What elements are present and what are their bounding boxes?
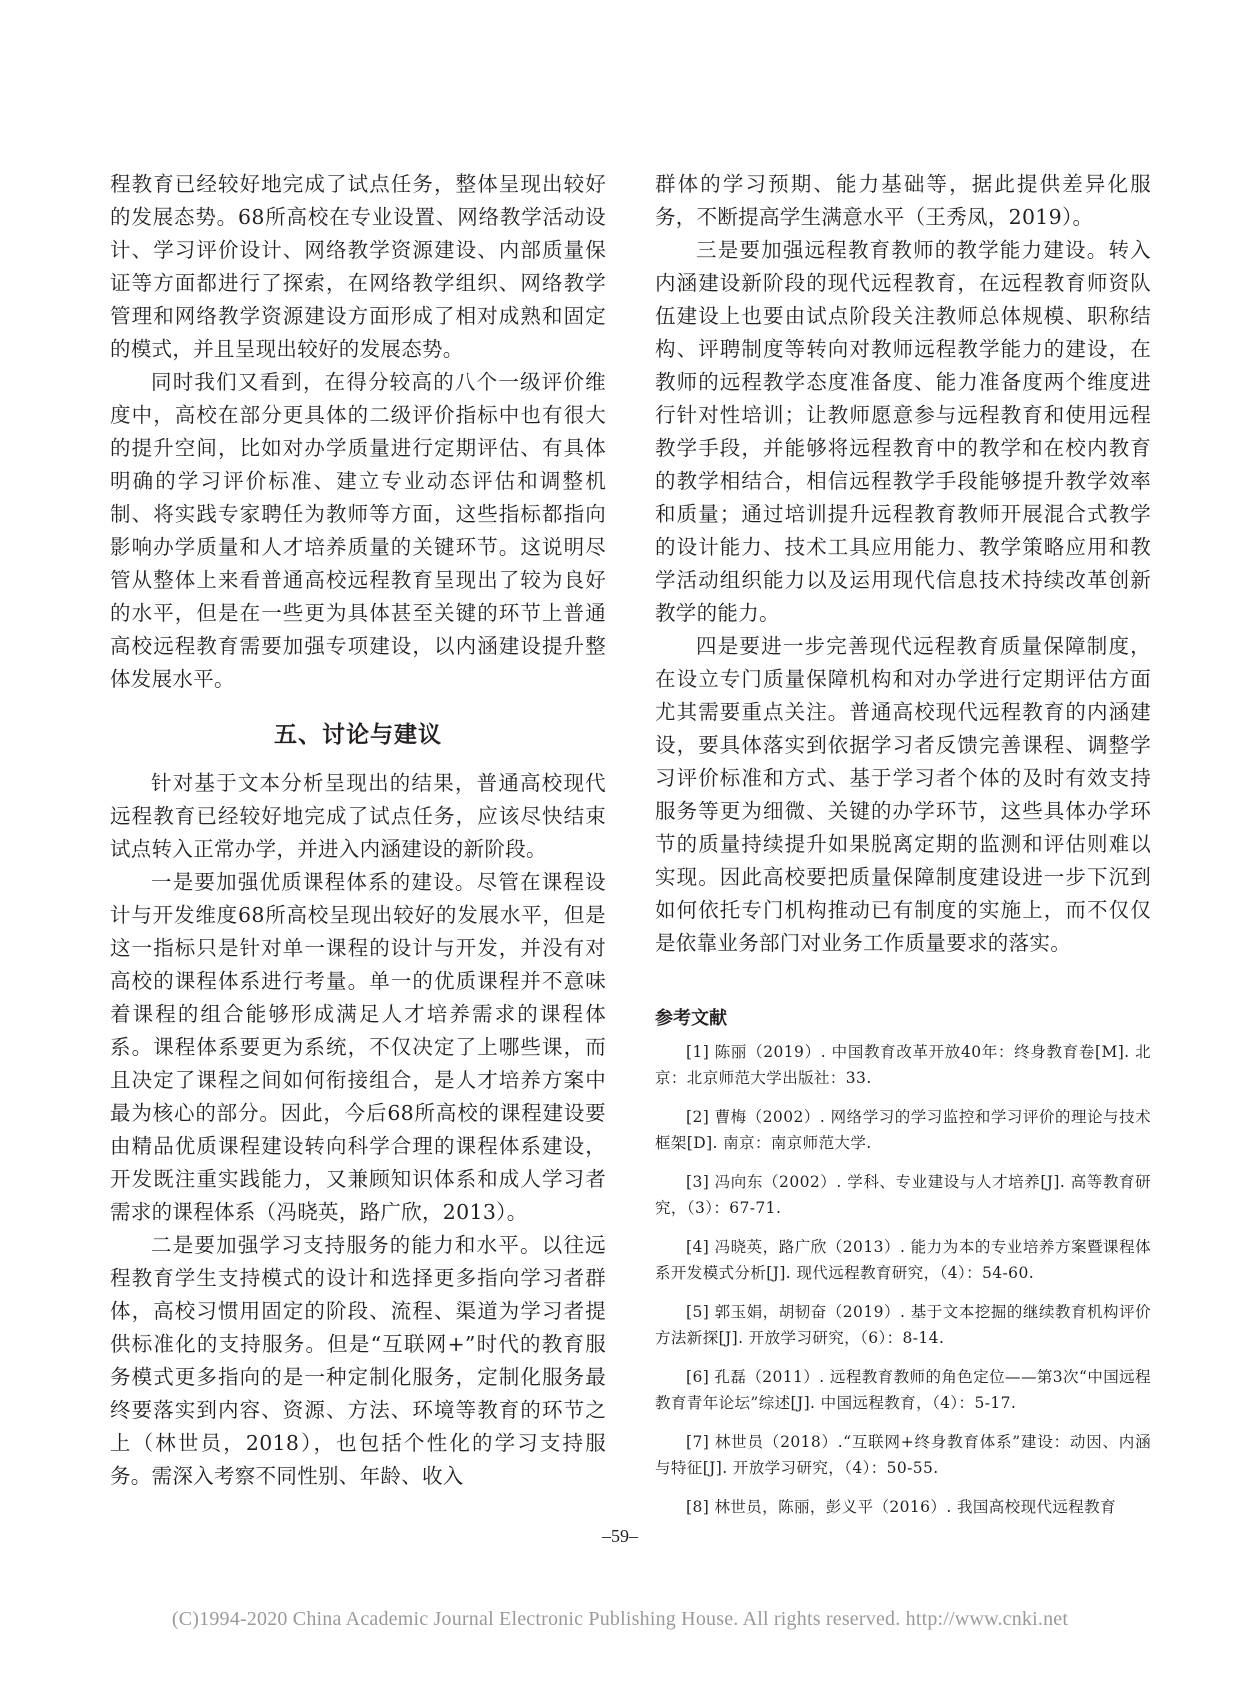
reference-item: [5] 郭玉娟，胡韧奋（2019）. 基于文本挖掘的继续教育机构评价方法新探[J]. 开放学习研究，（6）：8-14.	[655, 1303, 1151, 1347]
left-column	[110, 168, 606, 1493]
body-paragraph: 四是要进一步完善现代远程教育质量保障制度，在设立专门质量保障机构和对办学进行定期评估方面尤其需要重点关注。普通高校现代远程教育的内涵建设，要具体落实到依据学习者反馈完善课程、调整学习评价标准和方式、基于学习者个体的及时有效支持服务等更为细微、关键的办学环节，这些具体办学环节的质量持续提升如果脱离定期的监测和评估则难以实现。因此高校要把质量保障制度建设进一步下沉到如何依托专门机构推动已有制度的实施上，而不仅仅是依靠业务部门对业务工作质量要求的落实。	[655, 634, 1151, 955]
body-paragraph: 针对基于文本分析呈现出的结果，普通高校现代远程教育已经较好地完成了试点任务，应该尽快结束试点转入正常办学，并进入内涵建设的新阶段。	[110, 771, 606, 861]
references-list	[655, 1040, 1151, 1521]
body-paragraph: 三是要加强远程教育教师的教学能力建设。转入内涵建设新阶段的现代远程教育，在远程教育师资队伍建设上也要由试点阶段关注教师总体规模、职称结构、评聘制度等转向对教师远程教学能力的建设，在教师的远程教学态度准备度、能力准备度两个维度进行针对性培训；让教师愿意参与远程教育和使用远程教学手段，并能够将远程教育中的教学和在校内教育的教学相结合，相信远程教学手段能够提升教学效率和质量；通过培训提升远程教育教师开展混合式教学的设计能力、技术工具应用能力、教学策略应用和教学活动组织能力以及运用现代信息技术持续改革创新教学的能力。	[655, 238, 1151, 625]
reference-item: [7] 林世员（2018）.“互联网+终身教育体系”建设：动因、内涵与特征[J]. 开放学习研究，（4）：50-55.	[655, 1433, 1151, 1477]
reference-item: [4] 冯晓英，路广欣（2013）. 能力为本的专业培养方案暨课程体系开发模式分析[J]. 现代远程教育研究，（4）：54-60.	[655, 1238, 1151, 1282]
reference-item: [3] 冯向东（2002）. 学科、专业建设与人才培养[J]. 高等教育研究，（3）：67-71.	[655, 1173, 1151, 1217]
right-column	[655, 168, 1151, 1535]
body-paragraph: 同时我们又看到，在得分较高的八个一级评价维度中，高校在部分更具体的二级评价指标中也有很大的提升空间，比如对办学质量进行定期评估、有具体明确的学习评价标准、建立专业动态评估和调整机制、将实践专家聘任为教师等方面，这些指标都指向影响办学质量和人才培养质量的关键环节。这说明尽管从整体上来看普通高校远程教育呈现出了较为良好的水平，但是在一些更为具体甚至关键的环节上普通高校远程教育需要加强专项建设，以内涵建设提升整体发展水平。	[110, 370, 606, 691]
references-heading: 参考文献	[655, 1008, 727, 1029]
reference-item: [8] 林世员，陈丽，彭义平（2016）. 我国高校现代远程教育	[686, 1498, 1116, 1516]
reference-item: [6] 孔磊（2011）. 远程教育教师的角色定位——第3次“中国远程教育青年论坛”综述[J]. 中国远程教育，（4）：5-17.	[655, 1368, 1151, 1412]
body-paragraph: 程教育已经较好地完成了试点任务，整体呈现出较好的发展态势。68所高校在专业设置、网络教学活动设计、学习评价设计、网络教学资源建设、内部质量保证等方面都进行了探索，在网络教学组织、网络教学管理和网络教学资源建设方面形成了相对成熟和固定的模式，并且呈现出较好的发展态势。	[110, 172, 606, 361]
body-paragraph: 一是要加强优质课程体系的建设。尽管在课程设计与开发维度68所高校呈现出较好的发展水平，但是这一指标只是针对单一课程的设计与开发，并没有对高校的课程体系进行考量。单一的优质课程并不意味着课程的组合能够形成满足人才培养需求的课程体系。课程体系要更为系统，不仅决定了上哪些课，而且决定了课程之间如何衔接组合，是人才培养方案中最为核心的部分。因此，今后68所高校的课程建设要由精品优质课程建设转向科学合理的课程体系建设，开发既注重实践能力，又兼顾知识体系和成人学习者需求的课程体系（冯晓英，路广欣，2013）。	[110, 870, 606, 1224]
reference-item: [2] 曹梅（2002）. 网络学习的学习监控和学习评价的理论与技术框架[D]. 南京：南京师范大学.	[655, 1108, 1151, 1152]
page-number: –59–	[602, 1526, 638, 1546]
reference-item: [1] 陈丽（2019）. 中国教育改革开放40年：终身教育卷[M]. 北京：北京师范大学出版社：33.	[655, 1043, 1151, 1087]
copyright-notice: (C)1994-2020 China Academic Journal Electronic Publishing House. All rights reserved. http://www.cnki.net	[171, 1608, 1069, 1630]
body-paragraph: 群体的学习预期、能力基础等，据此提供差异化服务，不断提高学生满意水平（王秀凤，2019）。	[655, 172, 1151, 229]
section-heading: 五、讨论与建议	[274, 722, 442, 748]
body-paragraph: 二是要加强学习支持服务的能力和水平。以往远程教育学生支持模式的设计和选择更多指向学习者群体，高校习惯用固定的阶段、流程、渠道为学习者提供标准化的支持服务。但是“互联网+”时代的教育服务模式更多指向的是一种定制化服务，定制化服务最终要落实到内容、资源、方法、环境等教育的环节之上（林世员，2018），也包括个性化的学习支持服务。需深入考察不同性别、年龄、收入	[110, 1233, 606, 1488]
